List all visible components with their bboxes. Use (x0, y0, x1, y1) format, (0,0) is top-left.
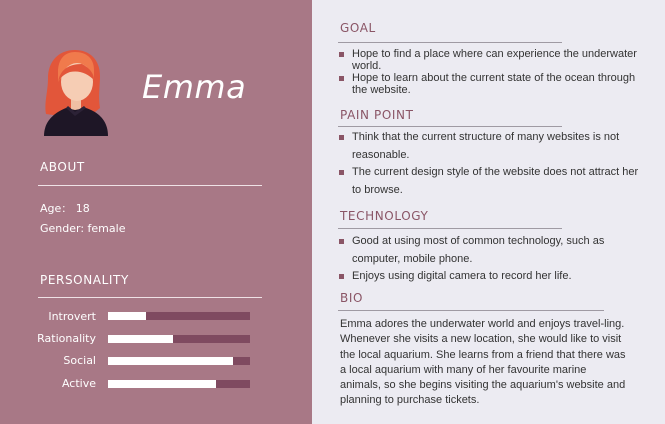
pain-point-heading: PAIN POINT (340, 108, 414, 122)
bullet-icon (339, 239, 344, 244)
trait-bar-introvert (108, 312, 250, 320)
goal-list (338, 48, 648, 96)
technology-divider (338, 228, 562, 229)
pain-point-item-text: The current design style of the website does not attract her to browse. (352, 166, 639, 196)
avatar (38, 46, 112, 136)
trait-bar-fill (108, 357, 233, 365)
list-item (338, 48, 648, 72)
bullet-icon (339, 274, 344, 279)
gender-text: Gender: female (40, 222, 126, 235)
profile-panel (0, 0, 312, 424)
trait-label-rationality: Rationality (37, 332, 96, 345)
trait-label-introvert: Introvert (48, 310, 96, 323)
goal-item-text: Hope to find a place where can experience the underwater world. (352, 48, 637, 72)
age-text: Age： 18 (40, 202, 90, 215)
trait-bar-social (108, 357, 250, 365)
technology-item-text: Good at using most of common technology, such as computer, mobile phone. (352, 235, 605, 265)
goal-divider (338, 42, 562, 43)
trait-label-active: Active (61, 377, 96, 390)
goal-heading: GOAL (340, 21, 376, 35)
personality-heading: PERSONALITY (40, 273, 129, 287)
list-item (338, 72, 648, 96)
technology-item-text: Enjoys using digital camera to record her life. (352, 270, 572, 282)
trait-bar-fill (108, 335, 173, 343)
bio-divider (338, 310, 604, 311)
technology-list (338, 233, 648, 286)
trait-bar-fill (108, 312, 146, 320)
technology-heading: TECHNOLOGY (340, 209, 429, 223)
pain-point-item-text: Think that the current structure of many websites is not reasonable. (352, 131, 620, 161)
list-item (338, 268, 648, 286)
list-item (338, 233, 648, 268)
list-item (338, 129, 648, 164)
bullet-icon (339, 135, 344, 140)
trait-bar-active (108, 380, 250, 388)
pain-point-divider (338, 126, 562, 127)
list-item (338, 164, 648, 199)
bullet-icon (339, 170, 344, 175)
bio-text: Emma adores the underwater world and enjoys travel-ling. Whenever she visits a new location, she would like to visit the local aquarium. She learns from a friend that there was a local aquarium with many of her favourite marine animals, so she begins visiting the aquarium's website and planning to purchase tickets. (340, 318, 626, 407)
bio-heading: BIO (340, 291, 364, 305)
bullet-icon (339, 52, 344, 57)
trait-bar-fill (108, 380, 216, 388)
pain-point-list (338, 129, 648, 199)
trait-bar-rationality (108, 335, 250, 343)
about-divider (38, 185, 262, 186)
goal-item-text: Hope to learn about the current state of the ocean through the website. (352, 72, 636, 96)
about-heading: ABOUT (40, 160, 85, 174)
persona-name: Emma (142, 68, 247, 106)
personality-divider (38, 297, 262, 298)
trait-label-social: Social (63, 354, 96, 367)
bullet-icon (339, 76, 344, 81)
